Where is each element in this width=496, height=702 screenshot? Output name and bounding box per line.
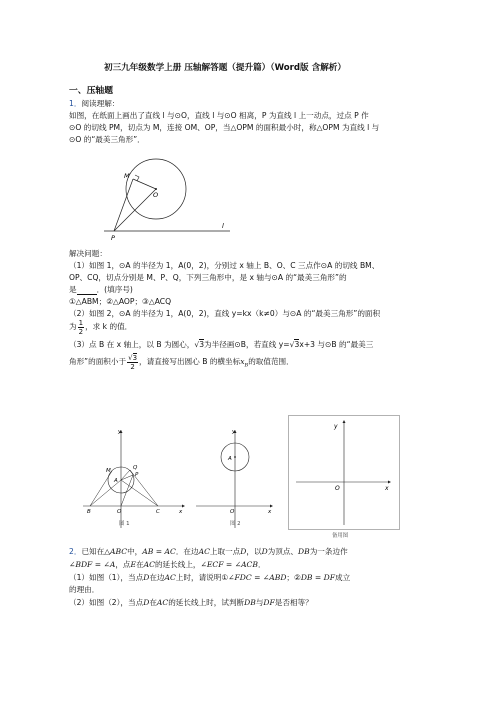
fraction-root3-over-2: [127, 354, 138, 371]
math: DB: [298, 547, 310, 556]
center-a: [234, 456, 236, 458]
text: ；②: [286, 573, 301, 582]
text: x+3 与⊙B 的“最美三: [299, 340, 374, 349]
text: ，请直接写出圆心 B 的横坐标: [139, 357, 241, 366]
text: （2）如图（2），当点: [69, 598, 144, 607]
text: 是否相等？: [274, 598, 313, 607]
label-x: x: [268, 509, 272, 515]
part-1-options: ①△ABM；②△AOP；③△ACQ: [69, 297, 172, 306]
question-number: 2．: [69, 547, 82, 556]
radicand: 3: [294, 340, 300, 349]
tangent-bm: [90, 471, 112, 506]
label-q: Q: [133, 465, 138, 471]
label-p: P: [135, 472, 139, 478]
label-l: l: [222, 222, 224, 230]
label-x: x: [385, 485, 389, 492]
math: AC: [143, 560, 155, 569]
text: 是: [69, 285, 77, 294]
tangent-op: [121, 475, 133, 506]
text: 在: [136, 560, 144, 569]
text: ，求 k 的值．: [85, 322, 133, 331]
question-1-lead: [69, 98, 119, 109]
part-2-line-1: （2）如图 2，⊙A 的半径为 1，A(0，2)，直线 y=kx（k≠0）与⊙A 的“最美三角形”的面积: [69, 309, 381, 318]
question-2-part-1-line-2: 的理由．: [69, 585, 100, 594]
denominator: 2: [78, 327, 84, 336]
part-1-line-2: OP、CQ，切点分别是 M、P、Q，下列三角形中，是 x 轴与⊙A 的“最美三角形”的: [69, 273, 347, 282]
figure-spare: [288, 415, 400, 539]
label-o: O: [335, 485, 340, 492]
math: ∠ECF = ∠ACB: [200, 560, 258, 569]
solve-title: 解决问题：: [69, 249, 107, 258]
intro-line-2: ⊙O 的切线 PM，切点为 M，连接 OM、OP，当△OPM 的面积最小时，称△OPM 为直线 l 与: [69, 123, 380, 132]
label-m: M: [124, 172, 130, 180]
segment-po: [114, 189, 159, 231]
text: ．(填序号): [96, 285, 133, 294]
text: 角形”的面积小于: [69, 357, 127, 366]
math: △ABC: [104, 547, 128, 556]
math: D: [143, 598, 150, 607]
label-p: P: [111, 234, 115, 242]
part-1-line-3: [69, 284, 133, 295]
x: x: [240, 357, 245, 366]
label-x: x: [179, 509, 183, 515]
label-a: A: [228, 456, 232, 462]
label-b: B: [87, 509, 91, 515]
label-o: O: [153, 191, 159, 199]
subscript: B: [244, 362, 249, 369]
text: 与: [255, 598, 264, 607]
text: ，点: [115, 560, 131, 569]
segment-ca: [121, 480, 158, 506]
math: AC: [156, 598, 169, 607]
math: AB = AC: [142, 547, 176, 556]
text: ．在边: [175, 547, 199, 556]
figure-caption: 备用图: [332, 533, 349, 539]
math: ∠BDF = ∠A: [69, 560, 116, 569]
text: 上时，请说明①: [175, 573, 229, 582]
text: 上取一点: [209, 547, 241, 556]
math: AC: [164, 573, 176, 582]
sqrt-symbol: √3: [194, 340, 205, 349]
figure-2: [192, 428, 276, 538]
figure-tangent-diagram: [100, 152, 240, 244]
text: 为半径画⊙B，若直线 y=: [204, 340, 290, 349]
text: 在边: [149, 573, 165, 582]
x-axis-arrow: [182, 505, 185, 508]
tangent-pm: [114, 179, 133, 231]
text: 中，: [127, 547, 143, 556]
math: D: [143, 573, 150, 582]
text: （3）点 B 在 x 轴上，以 B 为圆心，: [69, 340, 195, 349]
math: DF: [263, 598, 275, 607]
label-c: C: [156, 509, 160, 515]
part-2-line-2: [69, 318, 132, 336]
x-axis-arrow: [270, 505, 273, 508]
intro-line-1: 如图，在纸面上画出了直线 l 与⊙O，直线 l 与⊙O 相离，P 为直线 l 上一动点，过点 P 作: [69, 111, 369, 120]
text: 的取值范围．: [248, 357, 294, 366]
segment-aq: [121, 470, 130, 480]
part-3-line-1: [69, 339, 373, 350]
segment-mo: [133, 179, 156, 189]
part-1-line-1: （1）如图 1，⊙A 的半径为 1，A(0，2)，分别过 x 轴上 B、O、C 三点作⊙A 的切线 BM、: [69, 261, 380, 270]
section-heading: 一、压轴题: [69, 86, 113, 96]
answer-blank[interactable]: [77, 286, 97, 295]
fraction-one-half: [78, 319, 84, 336]
label-o: O: [117, 509, 122, 515]
text: 已知在: [81, 547, 105, 556]
math: DB: [244, 598, 256, 607]
question-2-part-2-line-1: [69, 597, 313, 608]
lead-text: 阅读理解：: [81, 99, 120, 108]
sqrt-symbol: √3: [289, 340, 300, 349]
label-y: y: [334, 423, 338, 430]
document-title: 初三九年级数学上册 压轴解答题（提升篇）（Word版 含解析）: [104, 63, 346, 73]
y-axis-arrow: [343, 420, 346, 423]
math: ∠FDC = ∠ABD: [228, 573, 287, 582]
label-a: A: [114, 478, 118, 484]
denominator: 2: [130, 362, 135, 371]
x-axis-arrow: [388, 481, 391, 484]
text: （1）如图（1），当点: [69, 573, 144, 582]
math: AC: [198, 547, 210, 556]
label-o: O: [230, 509, 235, 515]
figure-caption: 图 1: [119, 521, 130, 527]
text: 在: [149, 598, 157, 607]
question-2-line-1: [69, 546, 348, 557]
figure-caption: 图 2: [230, 521, 241, 527]
math: D: [261, 547, 268, 556]
text: 的延长线上时，试判断: [168, 598, 245, 607]
text: 为: [69, 322, 77, 331]
xb-variable: [240, 357, 249, 369]
numerator: 1: [78, 318, 84, 327]
label-y: y: [232, 429, 236, 435]
text: 为顶点、: [267, 547, 299, 556]
intro-line-3: ⊙O 的“最美三角形”．: [69, 135, 145, 144]
numerator: √3: [128, 353, 138, 362]
math: DB = DF: [300, 573, 336, 582]
math: D: [240, 547, 247, 556]
center-point: [155, 188, 157, 190]
part-3-line-2: [69, 352, 294, 376]
text: 的延长线上，: [154, 560, 201, 569]
label-y: y: [118, 429, 122, 435]
math: E: [130, 560, 137, 569]
text: 为一条边作: [309, 547, 348, 556]
question-2-line-2: [69, 559, 266, 570]
text: 成立: [335, 573, 351, 582]
text: ，以: [246, 547, 262, 556]
radicand: 3: [199, 340, 205, 349]
text: ．: [257, 560, 266, 569]
radicand: 3: [132, 353, 138, 362]
figure-1: [78, 428, 188, 538]
question-number: 1．: [69, 99, 82, 108]
question-2-part-1-line-1: [69, 572, 350, 583]
label-m: M: [106, 468, 111, 474]
